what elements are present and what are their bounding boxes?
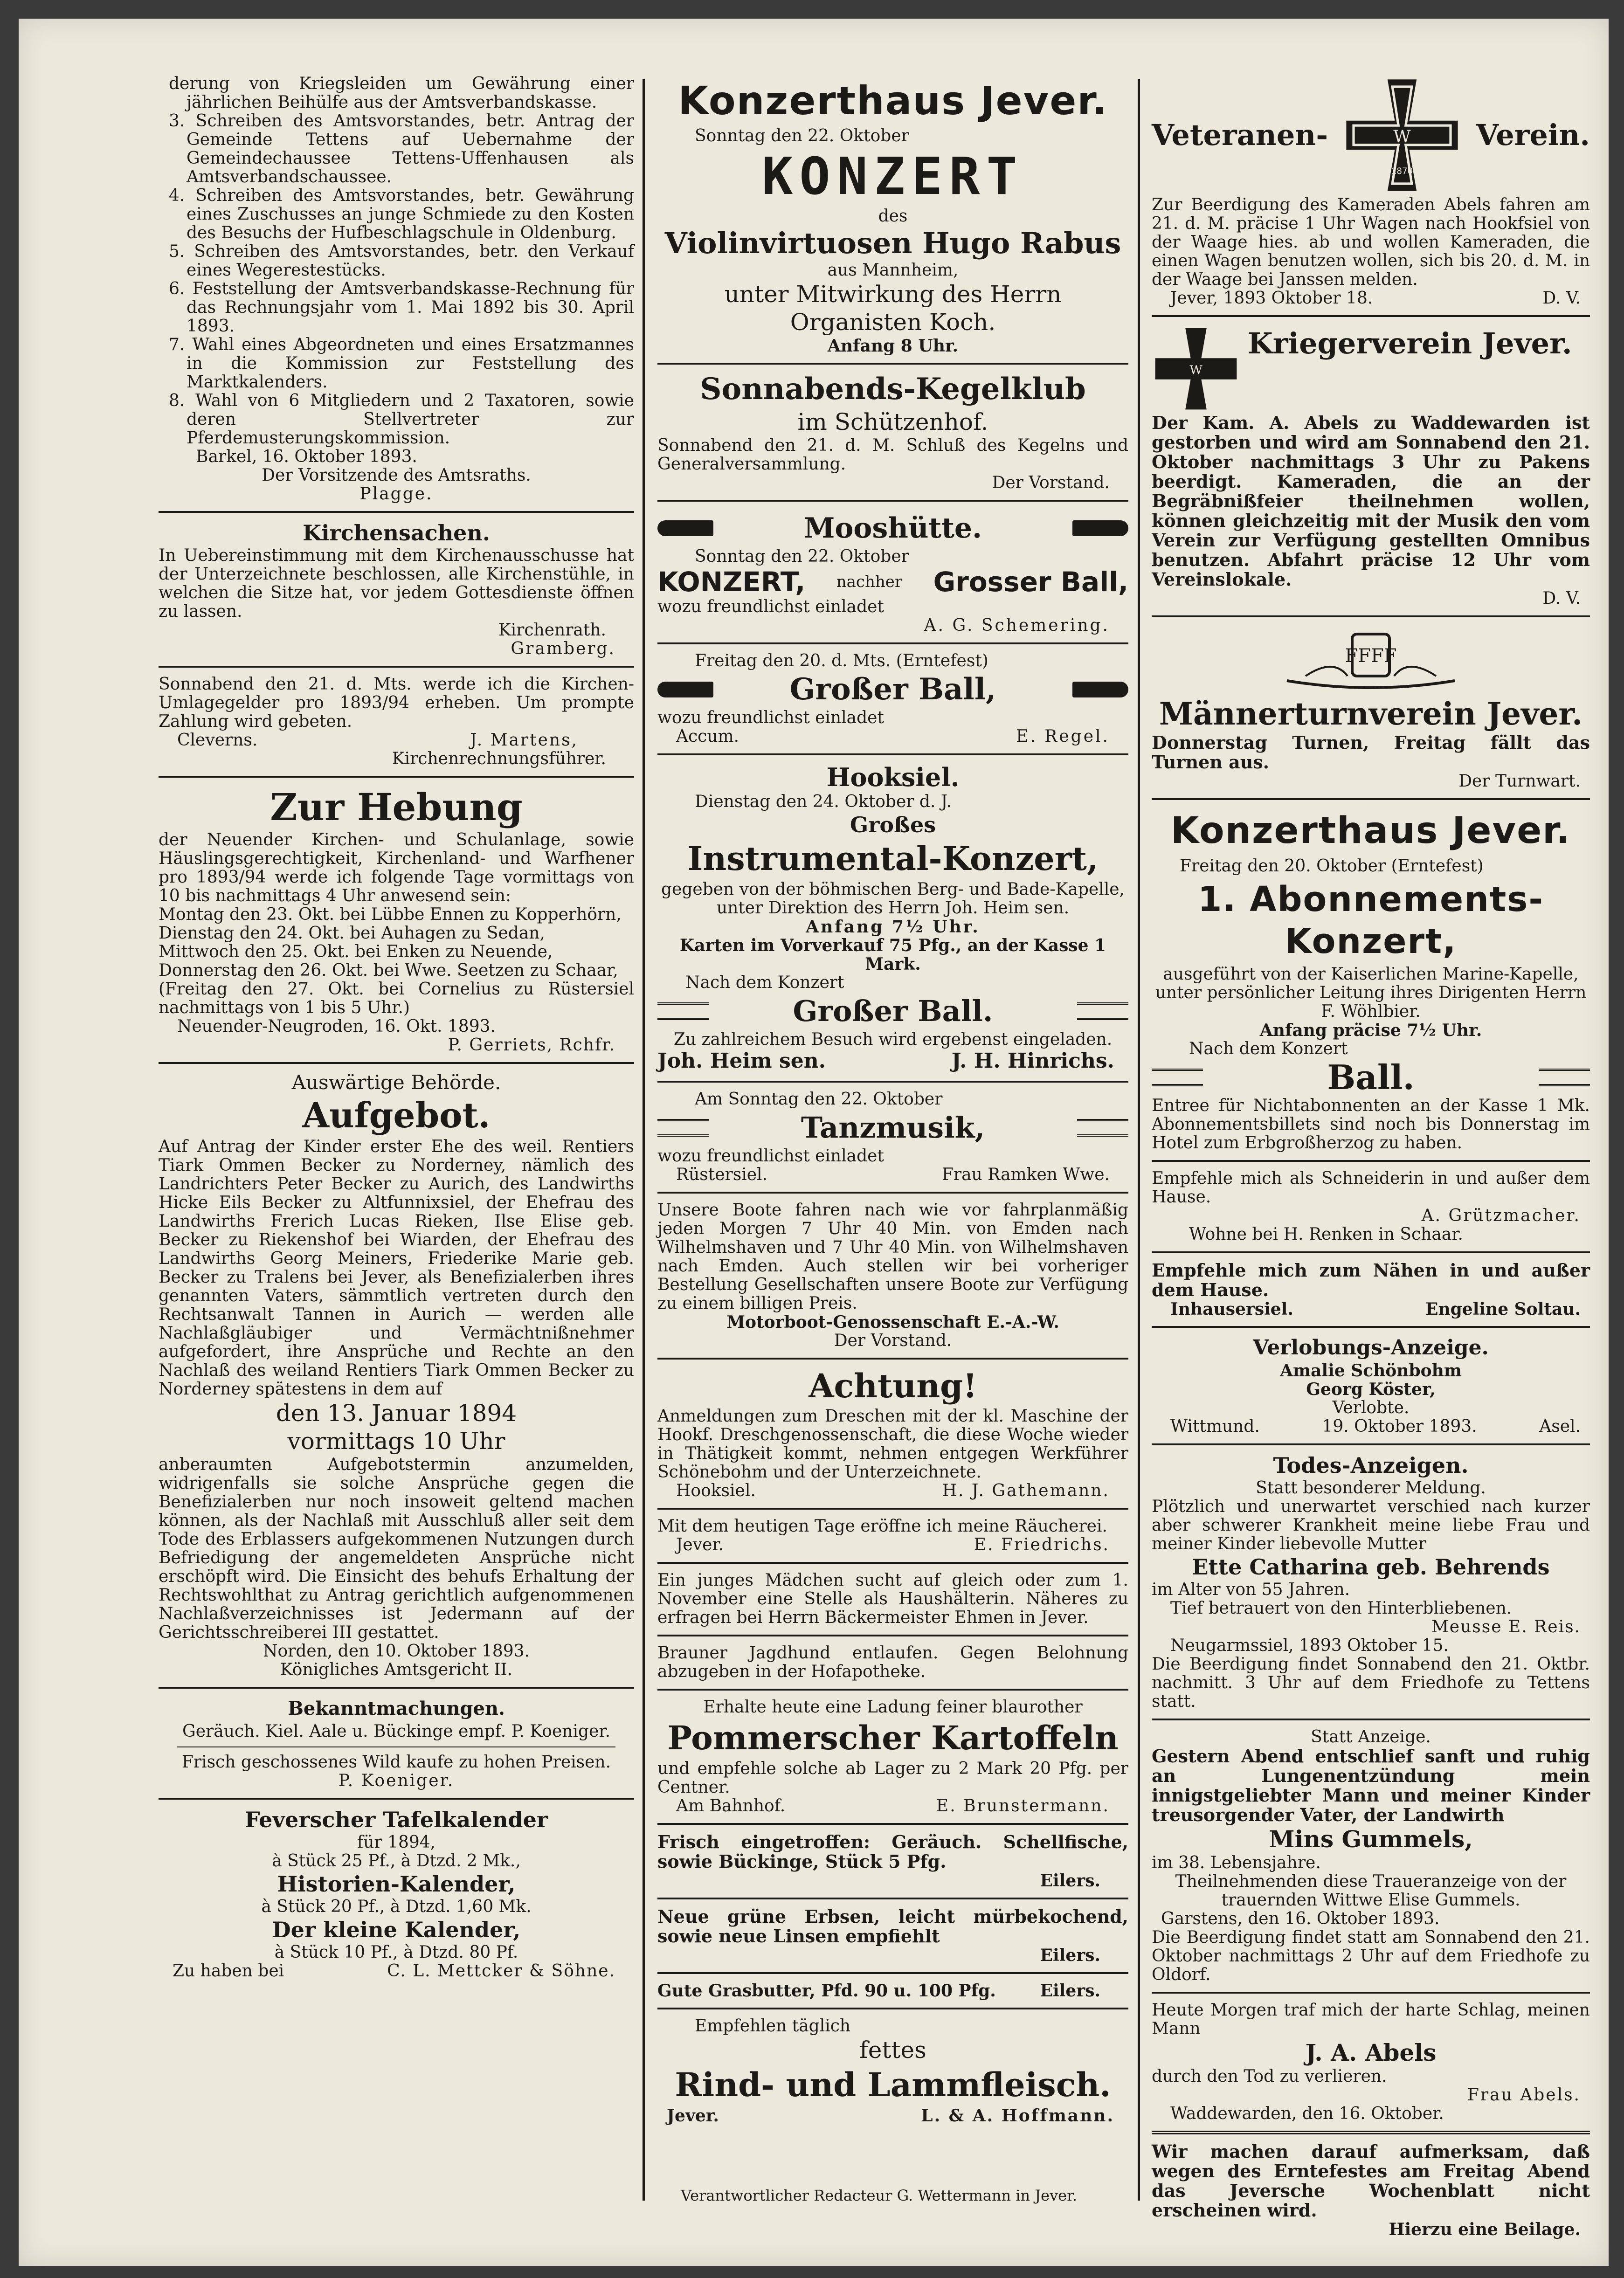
divider <box>657 363 1128 365</box>
todesanzeige-beerdigung: Die Beerdigung findet Sonnabend den 21. Oktbr. nachmitt. 3 Uhr auf dem Friedhofe zu Tettens statt. <box>1152 1655 1590 1711</box>
todesanzeige-trauer: Tief betrauert von den Hinterbliebenen. <box>1170 1599 1512 1618</box>
schneiderin-text: Empfehle mich als Schneiderin in und außer dem Hause. <box>1152 1169 1590 1207</box>
schellfische-sign: Eilers. <box>1040 1871 1100 1891</box>
motorboot-sign: Der Vorstand. <box>834 1331 952 1350</box>
abonnements-entree: Entree für Nichtabonnenten an der Kasse 1 Mk. Abonnementsbillets sind noch bis Donnerstag im Hotel zum Erbgroßherzog zu haben. <box>1152 1096 1590 1153</box>
amt-sign: Der Vorsitzende des Amtsraths. <box>262 466 531 485</box>
column-left <box>159 75 634 2229</box>
divider <box>657 1823 1128 1825</box>
amt-item: 6. Feststellung der Amtsverbandskasse-Rechnung für das Rechnungsjahr vom 1. Mai 1892 bis 30. April 1893. <box>169 279 634 336</box>
divider <box>1152 798 1590 800</box>
hebung-day: Montag den 23. Okt. bei Lübbe Ennen zu Kopperhörn, <box>159 905 622 924</box>
mooshuette-heading: Mooshütte. <box>804 512 982 545</box>
anzeige-alter: im 38. Lebensjahre. <box>1152 1853 1321 1872</box>
auswaertige-heading: Auswärtige Behörde. <box>291 1071 501 1094</box>
divider <box>1152 2131 1590 2134</box>
jagdhund-text: Brauner Jagdhund entlaufen. Gegen Belohnung abzugeben in der Hofapotheke. <box>657 1643 1128 1681</box>
umlage-place: Cleverns. <box>177 731 258 750</box>
hooksiel-grosses: Großes <box>850 812 936 837</box>
hebung-text: der Neuender Kirchen- und Schulanlage, sowie Häuslingsgerechtigkeit, Kirchenland- und Warfhener pro 1893/94 werde ich folgende Tage vormittags von 10 bis nachmittags 4 Uhr anwesend sein: <box>159 830 634 905</box>
erntefest-sign: E. Regel. <box>1016 727 1110 746</box>
divider <box>657 1081 1128 1083</box>
tafelkalender-price: à Stück 25 Pf., à Dtzd. 2 Mk., <box>272 1851 521 1871</box>
naehen-place: Inhausersiel. <box>1170 1299 1293 1319</box>
hebung-day: (Freitag den 27. Okt. bei Cornelius zu Rüstersiel nachmittags von 1 bis 5 Uhr.) <box>159 980 634 1017</box>
beilage-notice: Hierzu eine Beilage. <box>1389 2220 1581 2239</box>
verlobung-place: Asel. <box>1539 1417 1581 1436</box>
erbsen-sign: Eilers. <box>1040 1946 1100 1965</box>
erntefest-date: Freitag den 20. d. Mts. (Erntefest) <box>695 651 988 670</box>
kirchensachen-sign: Gramberg. <box>511 639 615 658</box>
anzeige-beerdigung: Die Beerdigung findet statt am Sonnabend den 21. Oktober nachmittags 2 Uhr auf dem Friedhofe zu Oldorf. <box>1152 1928 1590 1984</box>
svg-text:W: W <box>1189 363 1202 378</box>
konzerthaus-heading: Konzerthaus Jever. <box>678 78 1108 124</box>
aufgebot-sign: Königliches Amtsgericht II. <box>280 1660 513 1679</box>
raeucherei-text: Mit dem heutigen Tage eröffne ich meine Räucherei. <box>657 1517 1107 1536</box>
tanzmusik-sign-row <box>657 1166 1128 1184</box>
kartoffeln-sign-row <box>657 1797 1128 1815</box>
erntefest-notice: Wir machen darauf aufmerksam, daß wegen des Erntefestes am Freitag Abend das Jeversche Wochenblatt nicht erscheinen wird. <box>1152 2141 1590 2221</box>
kartoffeln-sign: E. Brunstermann. <box>936 1796 1110 1815</box>
konzert-heading: KONZERT <box>762 146 1024 206</box>
veteranen-text: Zur Beerdigung des Kameraden Abels fahren am 21. d. M. präcise 1 Uhr Wagen nach Hookfsiel von der Waage hies. ab und wollen Kameraden, die einen Wagen benutzen wollen, sich bis 20. d. M. in der Waage bei Janssen melden. <box>1152 195 1590 289</box>
konzerthaus-date: Sonntag den 22. Oktober <box>695 126 909 145</box>
tanzmusik-heading: Tanzmusik, <box>801 1111 985 1145</box>
todesanzeige-place: Neugarmssiel, 1893 Oktober 15. <box>1170 1636 1449 1655</box>
schellfische-text: Frisch eingetroffen: Geräuch. Schellfische, sowie Bückinge, Stück 5 Pfg. <box>657 1831 1128 1872</box>
amt-item: 3. Schreiben des Amtsvorstandes, betr. Antrag der Gemeinde Tettens auf Uebernahme der Gemeindechaussee Tettens-Uffenhausen als Amtsverbandschaussee. <box>169 111 634 186</box>
kirchensachen-heading: Kirchensachen. <box>303 520 490 545</box>
achtung-place: Hooksiel. <box>676 1481 756 1500</box>
svg-text:FFFF: FFFF <box>1345 645 1397 667</box>
bekanntmachung: Frisch geschossenes Wild kaufe zu hohen Preisen. <box>181 1753 611 1772</box>
mooshuette-sign: A. G. Schemering. <box>924 616 1110 635</box>
aufgebot-text2: anberaumten Aufgebotstermin anzumelden, widrigenfalls sie solche Ansprüche gegen die Benefizialerben nur noch insoweit geltend machen können, als der Nachlaß mit Ausschluß aller seit dem Tode des Erblassers aufgekommenen Nutzungen durch Befriedigung der angemeldeten Ansprüche nicht erschöpft wird. Die Einsicht des behufs Erhaltung der Rechtswohlthat zu Antrag gerichtlich aufgenommenen Nachlaßverzeichnisses ist Jedermann auf der Gerichtsschreiberei III gestattet. <box>159 1455 634 1642</box>
kartoffeln-place: Am Bahnhof. <box>676 1796 786 1815</box>
anzeige-place: Garstens, den 16. Oktober 1893. <box>1161 1909 1440 1928</box>
divider <box>657 1898 1128 1899</box>
kirchensachen-text: In Uebereinstimmung mit dem Kirchenausschusse hat der Unterzeichnete beschlossen, alle Kirchenstühle, in welchen die Sitze hat, vor jedem Gottesdienste öffnen zu lassen. <box>159 546 634 621</box>
divider <box>657 1972 1128 1974</box>
fleisch-heading: Rind- und Lammfleisch. <box>675 2065 1111 2104</box>
veteranen-heading-row <box>1152 75 1590 196</box>
abonnements-ball: Ball. <box>1327 1057 1415 1097</box>
pointing-hand-icon <box>1072 682 1128 697</box>
aufgebot-date: den 13. Januar 1894 <box>276 1400 517 1427</box>
amt-item: derung von Kriegsleiden um Gewährung einer jährlichen Beihülfe aus der Amtsverbandskasse. <box>169 74 634 112</box>
divider <box>159 1062 634 1064</box>
fleisch-place: Jever. <box>667 2106 719 2126</box>
kartoffeln-heading: Pommerscher Kartoffeln <box>667 1719 1119 1757</box>
kegelklub-text: Sonnabend den 21. d. M. Schluß des Kegelns und Generalversammlung. <box>657 436 1128 474</box>
pointing-hand-icon <box>657 682 713 697</box>
raeucherei-sign: E. Friedrichs. <box>974 1535 1110 1554</box>
anzeige-name: Mins Gummels, <box>1269 1825 1473 1853</box>
erntefest-ball: Großer Ball, <box>789 672 996 707</box>
raeucherei-sign-row <box>657 1536 1128 1554</box>
todesanzeige-alter: im Alter von 55 Jahren. <box>1152 1580 1350 1599</box>
kleiner-kalender-price: à Stück 10 Pf., à Dtzd. 80 Pf. <box>274 1943 518 1962</box>
divider <box>657 2008 1128 2009</box>
verlobung-date: 19. Oktober 1893. <box>1322 1417 1477 1436</box>
aufgebot-time: vormittags 10 Uhr <box>287 1428 505 1455</box>
iron-cross-icon <box>1152 324 1240 413</box>
konzert-aus: aus Mannheim, <box>827 261 959 280</box>
fleisch-sign-row <box>657 2106 1128 2125</box>
kartoffeln-intro: Erhalte heute eine Ladung feiner blaurother <box>703 1698 1083 1717</box>
column-right <box>1152 75 1590 2239</box>
kriegerverein-block <box>1152 324 1590 413</box>
column-middle <box>657 75 1128 2229</box>
redacteur-footer <box>681 2187 1077 2204</box>
divider <box>159 511 634 513</box>
bekanntmachungen-heading: Bekanntmachungen. <box>288 1698 505 1719</box>
ornament-icon <box>1152 1069 1203 1086</box>
mooshuette-nachher: nachher <box>836 573 903 591</box>
verlobung-role: Verlobte. <box>1332 1398 1410 1417</box>
column-divider <box>643 79 645 2201</box>
maennerturnverein-sign: Der Turnwart. <box>1458 772 1581 791</box>
fleisch-fettes: fettes <box>859 2036 926 2064</box>
ornament-icon <box>1077 1002 1128 1020</box>
newspaper-page <box>19 19 1609 2266</box>
konzerthaus-date: Freitag den 20. Oktober (Erntefest) <box>1180 856 1484 876</box>
fleisch-sign: L. & A. Hoffmann. <box>921 2106 1114 2126</box>
historien-kalender-heading: Historien-Kalender, <box>277 1871 516 1897</box>
butter-text: Gute Grasbutter, Pfd. 90 u. 100 Pfg. <box>657 1981 996 2001</box>
verlobung-place: Wittmund. <box>1170 1417 1260 1436</box>
kriegerverein-sign: D. V. <box>1542 589 1581 608</box>
divider <box>657 1192 1128 1194</box>
divider <box>1152 1992 1590 1994</box>
tafelkalender-heading: Feverscher Tafelkalender <box>244 1807 548 1832</box>
hooksiel-nach: Nach dem Konzert <box>685 973 844 992</box>
divider <box>1152 1160 1590 1162</box>
divider <box>1152 615 1590 617</box>
naehen-sign: Engeline Soltau. <box>1425 1299 1581 1319</box>
hebung-day: Dienstag den 24. Okt. bei Auhagen zu Sedan, <box>159 924 545 943</box>
abonnements-nach: Nach dem Konzert <box>1189 1039 1348 1058</box>
aufgebot-text: Auf Antrag der Kinder erster Ehe des weil. Rentiers Tiark Ommen Becker zu Norderney, nämlich des Landrichters Peter Becker zu Aurich, des Landwirths Hicke Eils Becker zu Altfunnixsiel, der Ehefrau des Landwirths Frerich Lucas Rieken, Ilse Elise geb. Becker zu Riekenshof bei Wiarden, der Ehefrau des Landwirths Georg Meiners, Friederike Marie geb. Becker zu Tralens bei Jever, als Benefizialerben ihres genannten Vaters, sämmtlich vertreten durch den Rechtsanwalt Tannen in Aurich — werden alle Nachlaßgläubiger und Vermächtnißnehmer aufgefordert, ihre Ansprüche und Rechte an den Nachlaß des weiland Rentiers Tiark Ommen Becker zu Norderney spätestens in dem auf <box>159 1137 634 1399</box>
tanzmusik-heading-row <box>657 1109 1128 1147</box>
kartoffeln-text: und empfehle solche ab Lager zu 2 Mark 20 Pfg. per Centner. <box>657 1759 1128 1797</box>
hooksiel-ball: Großer Ball. <box>793 994 993 1028</box>
schneiderin-wohne: Wohne bei H. Renken in Schaar. <box>1189 1225 1464 1244</box>
todesanzeige-sign: Meusse E. Reis. <box>1431 1617 1581 1636</box>
mooshuette-ball: Grosser Ball, <box>933 566 1128 598</box>
aufgebot-heading: Aufgebot. <box>302 1096 491 1136</box>
turner-emblem-icon <box>1152 625 1590 695</box>
tanzmusik-place: Rüstersiel. <box>676 1165 767 1184</box>
divider <box>1152 1326 1590 1328</box>
ornament-icon <box>1539 1069 1590 1086</box>
konzert-des: des <box>878 207 908 226</box>
todesanzeige-name: Ette Catharina geb. Behrends <box>1192 1554 1550 1580</box>
hooksiel-sign: Joh. Heim sen. <box>657 1049 826 1073</box>
veteranen-sign-row <box>1152 289 1590 308</box>
verlobung-name: Amalie Schönbohm <box>1280 1361 1462 1381</box>
svg-text:1870: 1870 <box>1391 166 1413 177</box>
mooshuette-konzert: KONZERT, <box>657 566 806 598</box>
svg-text:W: W <box>1393 126 1411 147</box>
kegelklub-sign: Der Vorstand. <box>992 473 1110 492</box>
veteranen-sign: D. V. <box>1542 289 1581 308</box>
umlage-name: J. Martens, <box>470 731 578 750</box>
maennerturnverein-text: Donnerstag Turnen, Freitag fällt das Turnen aus. <box>1152 732 1590 773</box>
divider <box>657 1635 1128 1636</box>
divider <box>657 1689 1128 1691</box>
verlobung-place-row <box>1152 1417 1590 1436</box>
kegelklub-heading: Sonnabends-Kegelklub <box>700 372 1086 407</box>
tanzmusik-sign: Frau Ramken Wwe. <box>941 1165 1110 1184</box>
amt-item: 7. Wahl eines Abgeordneten und eines Ersatzmannes in die Kommission zur Feststellung des Marktkalenders. <box>169 335 634 392</box>
divider <box>159 1798 634 1800</box>
divider <box>657 500 1128 502</box>
achtung-heading: Achtung! <box>809 1367 977 1405</box>
divider <box>159 1687 634 1689</box>
redacteur-text: Verantwortlicher Redacteur G. Wettermann in Jever. <box>681 2187 1078 2204</box>
divider <box>657 753 1128 755</box>
veteranen-place: Jever, 1893 Oktober 18. <box>1170 289 1373 308</box>
anzeige-statt: Statt Anzeige. <box>1311 1727 1431 1746</box>
amt-item: 4. Schreiben des Amtsvorstandes, betr. Gewährung eines Zuschusses an junge Schmiede zu den Kosten des Besuchs der Hufbeschlagschule in Oldenburg. <box>169 186 634 242</box>
tanzmusik-einladung: wozu freundlichst einladet <box>657 1146 884 1166</box>
achtung-text: Anmeldungen zum Dreschen mit der kl. Maschine der Hookf. Dreschgenossenschaft, die diese Woche wieder in Thätigkeit kommt, nehmen entgegen Werkführer Schönebohm und der Unterzeichnete. <box>657 1407 1128 1482</box>
veteranen-heading-left: Veteranen- <box>1152 118 1328 152</box>
column-divider <box>1138 79 1140 2201</box>
butter-row <box>657 1981 1128 2000</box>
hooksiel-anfang: Anfang 7½ Uhr. <box>806 917 980 937</box>
konzert-organist: Organisten Koch. <box>790 309 996 336</box>
erbsen-text: Neue grüne Erbsen, leicht mürbekochend, sowie neue Linsen empfiehlt <box>657 1906 1128 1947</box>
konzert-anfang: Anfang 8 Uhr. <box>827 336 959 356</box>
ornament-icon <box>657 1119 709 1137</box>
hebung-sign: P. Gerriets, Rchfr. <box>448 1035 615 1055</box>
abels-tod: durch den Tod zu verlieren. <box>1152 2067 1387 2086</box>
abels-name: J. A. Abels <box>1305 2039 1437 2066</box>
mooshuette-einladung: wozu freundlichst einladet <box>657 597 884 616</box>
divider <box>159 666 634 668</box>
erntefest-heading-row <box>657 670 1128 709</box>
hooksiel-sign-row <box>657 1049 1128 1073</box>
pointing-hand-icon <box>1072 520 1128 536</box>
divider <box>657 1358 1128 1360</box>
achtung-sign: H. J. Gathemann. <box>942 1481 1110 1500</box>
erntefest-sign-row <box>657 727 1128 746</box>
veteranen-heading-right: Verein. <box>1476 118 1590 152</box>
divider <box>1152 1443 1590 1445</box>
hooksiel-konzert: Instrumental-Konzert, <box>687 839 1099 878</box>
tanzmusik-date: Am Sonntag den 22. Oktober <box>695 1090 943 1109</box>
anzeige-theilnehmende: Theilnehmenden diese Traueranzeige von der trauernden Wittwe Elise Gummels. <box>1175 1872 1567 1910</box>
maennerturnverein-heading: Männerturnverein Jever. <box>1159 696 1583 732</box>
abonnements-anfang: Anfang präcise 7½ Uhr. <box>1259 1021 1482 1040</box>
violinvirtuose: Violinvirtuosen Hugo Rabus <box>664 226 1121 260</box>
motorboot-text: Unsere Boote fahren nach wie vor fahrplanmäßig jeden Morgen 7 Uhr 40 Min. von Emden nach Wilhelmshaven und 7 Uhr 40 Min. von Wilhelmshaven nach Emden. Auch stellen wir bei vorheriger Bestellung Gesellschaften unsere Boote zur Verfügung zu einem billigen Preis. <box>657 1201 1128 1313</box>
hooksiel-date: Dienstag den 24. Oktober d. J. <box>695 792 952 811</box>
abonnements-text: ausgeführt von der Kaiserlichen Marine-Kapelle, unter persönlicher Leitung ihres Dirigenten Herrn F. Wöhlbier. <box>1155 965 1587 1021</box>
amt-place: Barkel, 16. Oktober 1893. <box>196 447 417 466</box>
konzert-unter: unter Mitwirkung des Herrn <box>724 281 1062 308</box>
abels-sign: Frau Abels. <box>1467 2085 1581 2105</box>
kleiner-kalender-heading: Der kleine Kalender, <box>272 1917 521 1942</box>
mooshuette-konzert-row <box>657 566 1128 598</box>
bekanntmachung: Geräuch. Kiel. Aale u. Bückinge empf. P. Koeniger. <box>182 1722 611 1741</box>
abels-text: Heute Morgen traf mich der harte Schlag, meinen Mann <box>1152 2001 1590 2038</box>
hooksiel-sign: J. H. Hinrichs. <box>951 1049 1114 1073</box>
hebung-day: Mittwoch den 25. Okt. bei Enken zu Neuende, <box>159 942 553 961</box>
abonnements-ball-row <box>1152 1058 1590 1097</box>
mooshuette-heading-row <box>657 509 1128 547</box>
hooksiel-text: gegeben von der böhmischen Berg- und Bade-Kapelle, unter Direktion des Herrn Joh. Heim sen. <box>661 880 1125 918</box>
schneiderin-sign: A. Grützmacher. <box>1421 1206 1581 1225</box>
kriegerverein-text: Der Kam. A. Abels zu Waddewarden ist gestorben und wird am Sonnabend den 21. Oktober nachmittags 3 Uhr zu Pakens beerdigt. Kameraden, die an der Begräbnißfeier theilnehmen wollen, können gleichzeitig mit der Musik den vom Verein zur Verfügung gestellten Omnibus benutzen. Abfahrt präcise 12 Uhr vom Vereinslokale. <box>1152 412 1590 590</box>
amt-item: 5. Schreiben des Amtsvorstandes, betr. den Verkauf eines Wegerestestücks. <box>169 242 634 280</box>
maedchen-text: Ein junges Mädchen sucht auf gleich oder zum 1. November eine Stelle als Haushälterin. Näheres zu erfragen bei Herrn Bäckermeister Ehmen in Jever. <box>657 1571 1128 1627</box>
anzeige-text: Gestern Abend entschlief sanft und ruhig an Lungenentzündung mein innigstgeliebter Mann und meiner Kinder treusorgender Vater, der Landwirth <box>1152 1746 1590 1825</box>
naehen-sign-row <box>1152 1300 1590 1318</box>
hebung-place: Neuender-Neugroden, 16. Okt. 1893. <box>177 1017 496 1036</box>
kriegerverein-heading: Kriegerverein Jever. <box>1248 326 1572 360</box>
verlobung-name: Georg Köster, <box>1306 1380 1436 1399</box>
abonnements-konzert-heading: 1. Abonnements-Konzert, <box>1197 879 1544 961</box>
divider <box>1152 1719 1590 1720</box>
zu-haben-row <box>159 1962 634 1981</box>
hooksiel-ball-row <box>657 992 1128 1030</box>
divider <box>159 776 634 778</box>
divider <box>657 1508 1128 1510</box>
umlage-sign-row <box>159 731 634 750</box>
divider <box>657 642 1128 644</box>
hooksiel-heading: Hooksiel. <box>826 762 960 792</box>
konzerthaus-heading: Konzerthaus Jever. <box>1170 810 1571 852</box>
kegelklub-sub: im Schützenhof. <box>797 408 988 435</box>
bekanntmachung-sign: P. Koeniger. <box>338 1771 455 1790</box>
pointing-hand-icon <box>657 520 713 536</box>
butter-sign: Eilers. <box>1040 1981 1100 2001</box>
hooksiel-karten: Karten im Vorverkauf 75 Pfg., an der Kasse 1 Mark. <box>679 936 1106 974</box>
zu-haben-firm: C. L. Mettcker & Söhne. <box>387 1961 615 1981</box>
todesanzeige-text: Plötzlich und unerwartet verschied nach kurzer aber schwerer Krankheit meine liebe Frau und meiner Kinder liebevolle Mutter <box>1152 1497 1590 1553</box>
zu-haben-label: Zu haben bei <box>173 1961 284 1981</box>
ornament-icon <box>657 1002 709 1020</box>
abels-place: Waddewarden, den 16. Oktober. <box>1170 2104 1444 2123</box>
aufgebot-place: Norden, den 10. Oktober 1893. <box>263 1642 530 1661</box>
hebung-day: Donnerstag den 26. Okt. bei Wwe. Seetzen zu Schaar, <box>159 961 618 980</box>
erntefest-place: Accum. <box>676 727 739 746</box>
divider <box>1152 315 1590 317</box>
divider <box>1152 1251 1590 1253</box>
divider <box>657 1562 1128 1564</box>
hooksiel-besuch: Zu zahlreichem Besuch wird ergebenst eingeladen. <box>673 1030 1113 1049</box>
verlobung-heading: Verlobungs-Anzeige. <box>1253 1336 1489 1360</box>
mooshuette-date: Sonntag den 22. Oktober <box>695 547 909 566</box>
historien-kalender-price: à Stück 20 Pf., à Dtzd. 1,60 Mk. <box>261 1897 532 1916</box>
amt-item: 8. Wahl von 6 Mitgliedern und 2 Taxatoren, sowie deren Stellvertreter zur Pferdemusterungskommission. <box>169 391 634 448</box>
fleisch-empfehlung: Empfehlen täglich <box>695 2016 851 2036</box>
umlage-role: Kirchenrechnungsführer. <box>392 749 606 768</box>
tafelkalender-year: für 1894, <box>357 1833 436 1852</box>
naehen-text: Empfehle mich zum Nähen in und außer dem Hause. <box>1152 1260 1590 1300</box>
kriegerverein-content <box>1240 324 1590 363</box>
erntefest-einladung: wozu freundlichst einladet <box>657 708 884 727</box>
kirchensachen-sign: Kirchenrath. <box>498 621 606 640</box>
todesanzeige-statt: Statt besonderer Meldung. <box>1256 1478 1486 1498</box>
iron-cross-icon <box>1341 75 1463 196</box>
motorboot-firm: Motorboot-Genossenschaft E.-A.-W. <box>726 1312 1059 1332</box>
ornament-icon <box>1077 1119 1128 1137</box>
amt-sign: Plagge. <box>359 484 433 504</box>
todesanzeigen-heading: Todes-Anzeigen. <box>1273 1453 1469 1478</box>
umlage-text: Sonnabend den 21. d. Mts. werde ich die Kirchen-Umlagegelder pro 1893/94 erheben. Um prompte Zahlung wird gebeten. <box>159 675 634 731</box>
raeucherei-place: Jever. <box>676 1535 724 1554</box>
hebung-heading: Zur Hebung <box>270 785 523 829</box>
divider <box>177 1746 615 1747</box>
achtung-sign-row <box>657 1482 1128 1500</box>
